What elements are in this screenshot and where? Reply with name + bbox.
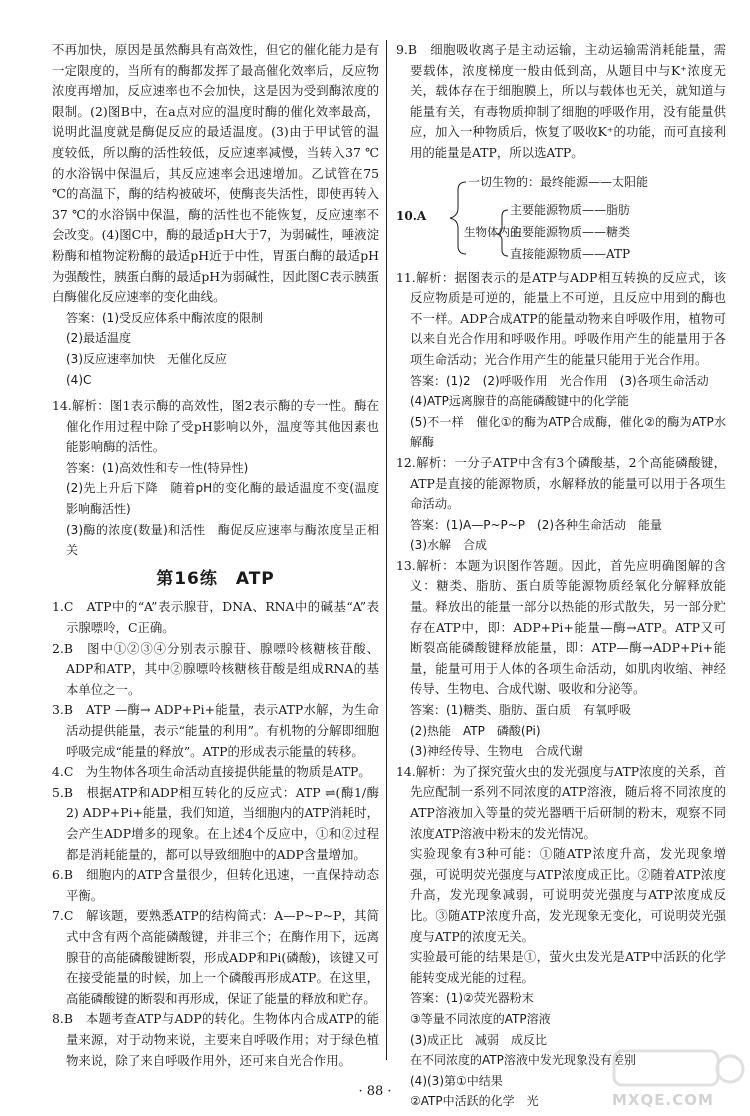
explanation-13-continued: 不再加快，原因是虽然酶具有高效性，但它的催化能力是有一定限度的，当所有的酶都发挥了最高催化效率后，反应物浓度再增加，反应速率也不会加快，这是因为受到酶浓度的限制。(2)图B中，在a点对应的温度时酶的催化效率最高，说明此温度就是酶促反应的最适温度。(3)由于甲试管的温度较低，所以酶的活性较低，反应速率减慢，当转入37 ℃的水浴锅中保温后，其反应速率会迅速增加。乙试管在75 ℃的高温下，酶的结构被破坏，使酶丧失活性，即使再转入37 ℃的水浴锅中保温，酶的活性也不能恢复，反应速率不会改变。(4)图C中，酶的最适pH大于7，为弱碱性，唾液淀粉酶和植物淀粉酶的最适pH近于中性，胃蛋白酶的最适pH为强酸性，胰蛋白酶的最适pH为弱碱性，因此图C表示胰蛋白酶催化反应速率的变化曲线。 bbox=[52, 42, 379, 305]
answer-11-2: (4)ATP远离腺苷的高能磷酸键中的化学能 bbox=[410, 394, 629, 409]
watermark-text: MXQE.COM bbox=[612, 1091, 714, 1109]
question-14: 14.解析：图1表示酶的高效性，图2表示酶的专一性。酶在催化作用过程中除了受pH影响以外，温度等其他因素也能影响酶的活性。 bbox=[52, 398, 379, 455]
page-number: · 88 · bbox=[358, 1084, 392, 1099]
question-6: 6.B 细胞内的ATP含量很少，但转化迅速，一直保持动态平衡。 bbox=[52, 867, 379, 903]
question-13: 13.解析：本题为识图作答题。因此，首先应明确图解的含义：糖类、脂肪、蛋白质等能源物质经氧化分解释放能量。释放出的能量一部分以热能的形式散失，另一部分贮存在ATP中，即：ADP+Pi+能量—酶→ATP。ATP又可断裂高能磷酸键释放能量，即：ATP—酶→ADP+Pi+能量，能量可用于人体的各项生命活动，如肌肉收缩、神经传导、生物电、合成代谢、吸收和分泌等。 bbox=[396, 557, 726, 697]
answer-14-3: (3)成正比 减弱 成反比 bbox=[410, 1032, 547, 1047]
question-11: 11.解析：据图表示的是ATP与ADP相互转换的反应式，该反应物质是可逆的，能量上不可逆，且反应中用到的酶也不一样。ADP合成ATP的能量动物来自呼吸作用，植物可以来自光合作用和呼吸作用。呼吸作用产生的能量用于各项生命活动；光合作用产生的能量只能用于光合作用。 bbox=[396, 269, 726, 367]
answer-13-2: (2)热能 ATP 磷酸(Pi) bbox=[410, 723, 541, 738]
left-column bbox=[52, 40, 379, 1071]
answer-12-1: 答案：(1)A—P~P~P (2)各种生命活动 能量 bbox=[410, 517, 663, 532]
answer-14-4: 在不同浓度的ATP溶液中发光现象没有差别 bbox=[410, 1053, 636, 1068]
question-12: 12.解析：一分子ATP中含有3个磷酸基，2个高能磷酸键，ATP是直接的能源物质，水解释放的能量可以用于各项生命活动。 bbox=[396, 454, 726, 512]
section-heading: 第16练 ATP bbox=[156, 568, 275, 589]
answer-11-3: (5)不一样 催化①的酶为ATP合成酶，催化②的酶为ATP水解酶 bbox=[410, 414, 726, 450]
answer-14-3: (3)酶的浓度(数量)和活性 酶促反应速率与酶浓度呈正相关 bbox=[66, 522, 379, 558]
answer-13-4: (4)C bbox=[66, 372, 92, 387]
question-14: 14.解析：为了探究萤火虫的发光强度与ATP浓度的关系，首先应配制一系列不同浓度的ATP溶液，随后将不同浓度的ATP溶液加入等量的荧光器晒干后研制的粉末，观察不同浓度ATP溶液中粉末的发光情况。 bbox=[396, 763, 726, 841]
diagram-item-fat: 主要能源物质——脂肪 bbox=[510, 202, 631, 217]
column-divider bbox=[386, 40, 387, 1060]
answer-14-5: (4)(3)第①中结果 bbox=[410, 1073, 503, 1088]
diagram-item-atp: 直接能源物质——ATP bbox=[510, 246, 631, 261]
question-3: 3.B ATP —酶→ ADP+Pi+能量，表示ATP水解，为生命活动提供能量，表示“能量的利用”。有机物的分解即细胞呼吸完成“能量的释放”。ATP的形成表示能量的转移。 bbox=[52, 702, 379, 759]
right-column bbox=[396, 40, 726, 1112]
answer-12-2: (3)水解 合成 bbox=[410, 538, 487, 553]
answer-11-1: 答案：(1)2 (2)呼吸作用 光合作用 (3)各项生命活动 bbox=[410, 373, 709, 388]
diagram-inside-label: 生物体内的 bbox=[464, 224, 522, 239]
answer-13-3: (3)反应速率加快 无催化反应 bbox=[66, 351, 227, 366]
question-9: 9.B 细胞吸收离子是主动运输，主动运输需消耗能量，需要载体，浓度梯度一般由低到高，从题目中与K⁺浓度无关，载体存在于细胞膜上，所以与载体也无关，就知道与能量有关，有毒物质抑制了细胞的呼吸作用，没有能量供应，加入一种物质后，恢复了吸收K⁺的功能，而可直接利用的能量是ATP，所以选ATP。 bbox=[396, 42, 726, 160]
answer-13-2: (2)最适温度 bbox=[66, 331, 131, 346]
energy-source-diagram bbox=[396, 170, 726, 262]
diagram-top-branch: 一切生物的：最终能源——太阳能 bbox=[468, 174, 649, 189]
answer-14-6: ②ATP中活跃的化学 光 bbox=[410, 1094, 539, 1109]
answer-13-1: 答案：(1)受反应体系中酶浓度的限制 bbox=[66, 310, 263, 325]
answer-13-3: (3)神经传导、生物电 合成代谢 bbox=[410, 744, 583, 759]
question-2: 2.B 图中①②③④分别表示腺苷、腺嘌呤核糖核苷酸、ADP和ATP，其中②腺嘌呤核糖核苷酸是组成RNA的基本单位之一。 bbox=[52, 640, 379, 697]
question-14-paragraph-3: 实验最可能的结果是①，萤火虫发光是ATP中活跃的化学能转变成光能的过程。 bbox=[410, 949, 726, 985]
question-7: 7.C 解该题，要熟悉ATP的结构简式：A—P~P~P，其简式中含有两个高能磷酸键，并非三个；在酶作用下，远离腺苷的高能磷酸键断裂，形成ADP和Pi(磷酸)，该键又可在接受能量的时候，加上一个磷酸再形成ATP。在这里，高能磷酸键的断裂和再形成，保证了能量的释放和贮存。 bbox=[52, 908, 379, 1006]
question-1: 1.C ATP中的“A”表示腺苷，DNA、RNA中的碱基“A”表示腺嘌呤，C正确。 bbox=[52, 599, 379, 636]
question-14-paragraph-2: 实验现象有3种可能：①随ATP浓度升高，发光现象增强，可说明荧光强度与ATP浓度成正比。②随着ATP浓度升高，发光现象减弱，可说明荧光强度与ATP浓度成反比。③随ATP浓度升高，发光现象无变化，可说明荧光强度与ATP的浓度无关。 bbox=[410, 846, 726, 944]
question-5: 5.B 根据ATP和ADP相互转化的反应式：ATP ⇌(酶1/酶2) ADP+Pi+能量，我们知道，当细胞内的ATP消耗时，会产生ADP增多的现象。在上述4个反应中，①和②过程都是消耗能量的，都可以导致细胞中的ADP含量增加。 bbox=[52, 784, 379, 862]
answer-13-1: 答案：(1)糖类、脂肪、蛋白质 有氧呼吸 bbox=[410, 703, 631, 718]
question-4: 4.C 为生物体各项生命活动直接提供能量的物质是ATP。 bbox=[52, 764, 371, 780]
answer-14-2: ③等量不同浓度的ATP溶液 bbox=[410, 1011, 551, 1026]
answer-14-2: (2)先上升后下降 随着pH的变化酶的最适温度不变(温度影响酶活性) bbox=[66, 481, 379, 517]
diagram-item-sugar: 主要能源物质——糖类 bbox=[510, 224, 631, 239]
question-8: 8.B 本题考查ATP与ADP的转化。生物体内合成ATP的能量来源，对于动物来说，主要来自呼吸作用；对于绿色植物来说，除了来自呼吸作用外，还可来自光合作用。 bbox=[52, 1011, 379, 1068]
answer-14-1: 答案：(1)②荧光器粉末 bbox=[410, 991, 534, 1006]
question-10-label: 10.A bbox=[396, 208, 427, 223]
answer-14-1: 答案：(1)高效性和专一性(特异性) bbox=[66, 460, 249, 475]
